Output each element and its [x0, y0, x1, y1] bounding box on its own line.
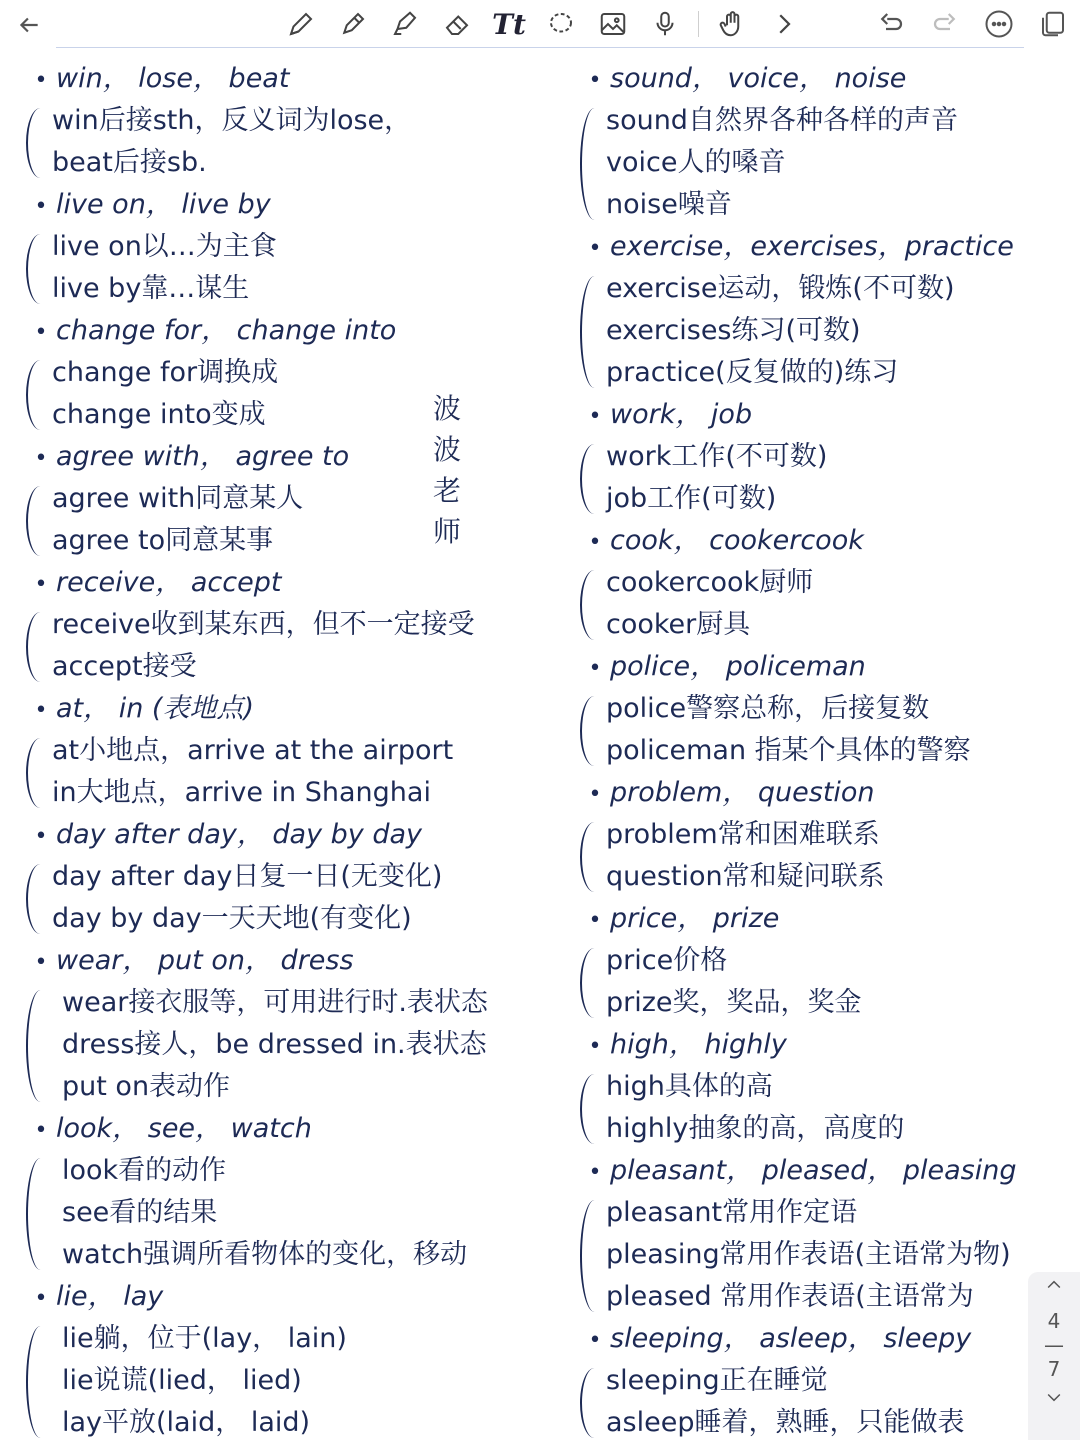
- bullet-icon: •: [588, 656, 602, 681]
- entry-note: sleeping正在睡觉: [606, 1365, 828, 1396]
- current-page: 4: [1047, 1309, 1061, 1333]
- bullet-icon: •: [34, 950, 48, 975]
- grouping-brace: [26, 1158, 50, 1270]
- entry-heading: [580, 646, 1080, 688]
- entry-note: asleep睡着，熟睡，只能做表: [606, 1407, 965, 1438]
- watermark-char: 波: [432, 392, 461, 425]
- entry-note: policeman 指某个具体的警察: [606, 735, 971, 766]
- entry-note: agree to同意某事: [52, 525, 274, 556]
- entry-note: accept接受: [52, 651, 197, 682]
- entry-heading-text: police， policeman: [610, 651, 866, 682]
- entry-heading-text: price， prize: [610, 903, 780, 934]
- entry-heading-text: cook， cookercook: [610, 525, 864, 556]
- grouping-brace: [26, 108, 50, 178]
- entry-heading-text: pleasant， pleased， pleasing: [610, 1155, 1017, 1186]
- chevron-down-icon: [1044, 1387, 1064, 1407]
- chevron-up-icon: [1044, 1275, 1064, 1295]
- entry-heading-text: look， see， watch: [56, 1113, 312, 1144]
- watermark-char: 波: [432, 433, 461, 466]
- entry-note: beat后接sb.: [52, 147, 207, 178]
- grouping-brace: [580, 1074, 604, 1144]
- entry-note: problem常和困难联系: [606, 819, 880, 850]
- entry-note: dress接人，be dressed in.表状态: [62, 1029, 487, 1060]
- entry-heading: [580, 772, 1080, 814]
- entry-heading: [26, 562, 576, 604]
- watermark: [430, 388, 464, 552]
- grouping-brace: [580, 276, 604, 388]
- entry-note: in大地点，arrive in Shanghai: [52, 777, 431, 808]
- bullet-icon: •: [588, 68, 602, 93]
- entry-heading-text: lie， lay: [56, 1281, 164, 1312]
- entry-heading-text: sleeping， asleep， sleepy: [610, 1323, 972, 1354]
- bullet-icon: •: [34, 698, 48, 723]
- entry-note: day after day日复一日(无变化): [52, 861, 443, 892]
- grouping-brace: [580, 444, 604, 514]
- grouping-brace: [580, 696, 604, 766]
- entry-heading-text: agree with， agree to: [56, 441, 350, 472]
- entry-note: price价格: [606, 945, 728, 976]
- entry-heading-text: work， job: [610, 399, 753, 430]
- entry-heading: [26, 688, 576, 730]
- entry-note: live by靠…谋生: [52, 273, 250, 304]
- page-separator: —: [1044, 1333, 1064, 1357]
- bullet-icon: •: [34, 1286, 48, 1311]
- entry-note: receive收到某东西，但不一定接受: [52, 609, 475, 640]
- entry-note: exercise运动，锻炼(不可数): [606, 273, 955, 304]
- entry-note: watch强调所看物体的变化，移动: [62, 1239, 468, 1270]
- bullet-icon: •: [588, 530, 602, 555]
- grouping-brace: [580, 1200, 604, 1312]
- entry-heading: [580, 1318, 1080, 1360]
- entry-note: pleasant常用作定语: [606, 1197, 858, 1228]
- bullet-icon: •: [34, 194, 48, 219]
- entry-heading-text: problem， question: [610, 777, 875, 808]
- grouping-brace: [26, 612, 50, 682]
- entry-note: change into变成: [52, 399, 266, 430]
- entry-note: win后接sth，反义词为lose，: [52, 105, 412, 136]
- text-tool-icon: Tt: [492, 7, 526, 41]
- entry-heading: [26, 1276, 576, 1318]
- grouping-brace: [26, 486, 50, 556]
- grouping-brace: [580, 1368, 604, 1438]
- entry-heading: [26, 184, 576, 226]
- entry-note: practice(反复做的)练习: [606, 357, 899, 388]
- entry-note: live on以…为主食: [52, 231, 277, 262]
- entry-note: cooker厨具: [606, 609, 751, 640]
- bullet-icon: •: [588, 404, 602, 429]
- bullet-icon: •: [588, 236, 602, 261]
- entry-note: change for调换成: [52, 357, 279, 388]
- entry-heading: [26, 814, 576, 856]
- entry-note: look看的动作: [62, 1155, 227, 1186]
- page-down-button[interactable]: [1044, 1384, 1064, 1418]
- bullet-icon: •: [588, 782, 602, 807]
- entry-note: at小地点，arrive at the airport: [52, 735, 454, 766]
- entry-heading-text: day after day， day by day: [56, 819, 423, 850]
- entry-note: sound自然界各种各样的声音: [606, 105, 958, 136]
- entry-note: high具体的高: [606, 1071, 773, 1102]
- entry-note: police警察总称，后接复数: [606, 693, 930, 724]
- entry-heading: [26, 436, 576, 478]
- grouping-brace: [26, 1326, 50, 1438]
- entry-note: pleased 常用作表语(主语常为: [606, 1281, 974, 1312]
- bullet-icon: •: [34, 446, 48, 471]
- grouping-brace: [580, 108, 604, 220]
- watermark-char: 师: [432, 515, 461, 548]
- entry-heading-text: exercise，exercises，practice: [610, 231, 1014, 262]
- entry-heading-text: win， lose， beat: [56, 63, 290, 94]
- entry-heading-text: sound， voice， noise: [610, 63, 907, 94]
- entry-note: work工作(不可数): [606, 441, 828, 472]
- entry-heading: [580, 1024, 1080, 1066]
- entry-heading-text: at， in (表地点): [56, 693, 254, 724]
- entry-note: prize奖，奖品，奖金: [606, 987, 862, 1018]
- entry-note: lie说谎(lied， lied): [62, 1365, 302, 1396]
- right-column: [580, 58, 1080, 1444]
- entry-heading: [580, 520, 1080, 562]
- entry-heading: [580, 898, 1080, 940]
- bullet-icon: •: [34, 320, 48, 345]
- entry-note: put on表动作: [62, 1071, 231, 1102]
- page-up-button[interactable]: [1044, 1272, 1064, 1306]
- grouping-brace: [26, 234, 50, 304]
- grouping-brace: [580, 948, 604, 1018]
- entry-note: lie躺，位于(lay， lain): [62, 1323, 347, 1354]
- entry-heading-text: change for， change into: [56, 315, 397, 346]
- entry-note: pleasing常用作表语(主语常为物): [606, 1239, 1011, 1270]
- entry-note: wear接衣服等，可用进行时.表状态: [62, 987, 488, 1018]
- bullet-icon: •: [34, 572, 48, 597]
- entry-heading: [580, 226, 1080, 268]
- entry-heading: [26, 1108, 576, 1150]
- entry-heading: [580, 58, 1080, 100]
- entry-heading: [26, 940, 576, 982]
- page-navigator: [1028, 1272, 1080, 1440]
- entry-note: highly抽象的高，高度的: [606, 1113, 905, 1144]
- entry-note: question常和疑问联系: [606, 861, 885, 892]
- bullet-icon: •: [588, 1328, 602, 1353]
- total-pages: 7: [1047, 1357, 1061, 1381]
- entry-heading-text: wear， put on， dress: [56, 945, 354, 976]
- grouping-brace: [26, 738, 50, 808]
- bullet-icon: •: [588, 1034, 602, 1059]
- bullet-icon: •: [34, 68, 48, 93]
- grouping-brace: [26, 360, 50, 430]
- entry-note: exercises练习(可数): [606, 315, 861, 346]
- bullet-icon: •: [34, 824, 48, 849]
- grouping-brace: [26, 990, 50, 1102]
- left-column: [26, 58, 576, 1444]
- entry-note: see看的结果: [62, 1197, 218, 1228]
- entry-note: lay平放(laid， laid): [62, 1407, 311, 1438]
- entry-note: job工作(可数): [606, 483, 777, 514]
- bullet-icon: •: [34, 1118, 48, 1143]
- entry-heading-text: high， highly: [610, 1029, 787, 1060]
- entry-note: day by day一天天地(有变化): [52, 903, 412, 934]
- entry-heading: [580, 1150, 1080, 1192]
- grouping-brace: [26, 864, 50, 934]
- entry-heading-text: receive， accept: [56, 567, 282, 598]
- bullet-icon: •: [588, 1160, 602, 1185]
- entry-note: noise噪音: [606, 189, 732, 220]
- entry-heading: [26, 58, 576, 100]
- bullet-icon: •: [588, 908, 602, 933]
- entry-note: cookercook厨师: [606, 567, 814, 598]
- entry-note: voice人的嗓音: [606, 147, 786, 178]
- grouping-brace: [580, 822, 604, 892]
- watermark-char: 老: [432, 474, 461, 507]
- grouping-brace: [580, 570, 604, 640]
- entry-heading: [26, 310, 576, 352]
- entry-heading-text: live on， live by: [56, 189, 271, 220]
- entry-heading: [580, 394, 1080, 436]
- entry-note: agree with同意某人: [52, 483, 304, 514]
